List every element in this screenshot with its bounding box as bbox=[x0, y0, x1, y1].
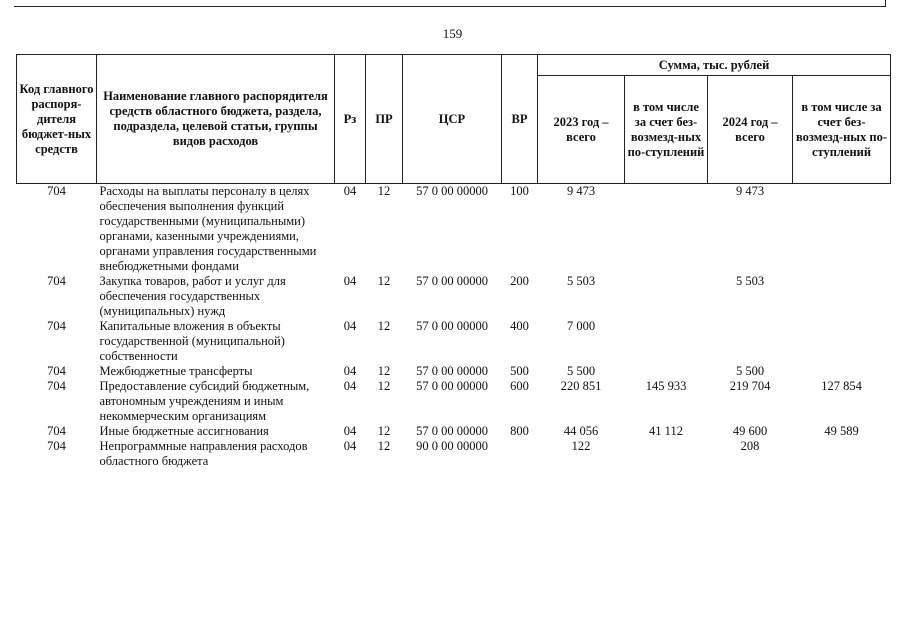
cell-csr: 57 0 00 00000 bbox=[416, 184, 488, 198]
cell-2023-total: 5 503 bbox=[566, 274, 596, 288]
cell-csr: 57 0 00 00000 bbox=[416, 364, 488, 378]
cell-vr: 800 bbox=[510, 424, 529, 438]
cell-2024-free bbox=[793, 274, 891, 319]
cell-vr bbox=[502, 439, 538, 469]
cell-2024-free: 127 854 bbox=[821, 379, 862, 393]
cell-name: Закупка товаров, работ и услуг для обеспечения государственных (муниципальных) нужд bbox=[99, 274, 286, 318]
cell-name: Расходы на выплаты персоналу в целях обеспечения выполнения функций государственными (муниципальными) органами, казенными учреждениями, органами управления государственными внебюджетными фондами bbox=[99, 184, 317, 273]
cell-2023-free bbox=[625, 274, 708, 319]
cell-2024-free bbox=[793, 439, 891, 469]
header-csr: ЦСР bbox=[403, 55, 502, 184]
cell-vr: 600 bbox=[510, 379, 529, 393]
cell-rz: 04 bbox=[343, 424, 357, 438]
header-2023-total: 2023 год – всего bbox=[538, 76, 625, 184]
cell-code: 704 bbox=[47, 364, 66, 378]
header-name: Наименование главного распорядителя средств областного бюджета, раздела, подраздела, целевой статьи, группы видов расходов bbox=[97, 55, 335, 184]
cell-2024-total bbox=[708, 319, 793, 364]
table-row bbox=[17, 364, 891, 379]
header-2024-free: в том числе за счет без-возмезд-ных по-ступлений bbox=[793, 76, 891, 184]
table-row bbox=[17, 439, 891, 469]
cell-2023-free bbox=[625, 364, 708, 379]
cell-2024-free bbox=[793, 319, 891, 364]
table-body bbox=[17, 184, 891, 470]
cell-pr: 12 bbox=[377, 424, 391, 438]
cell-2023-total: 7 000 bbox=[566, 319, 596, 333]
cell-pr: 12 bbox=[377, 319, 391, 333]
top-rule-corner bbox=[885, 0, 886, 7]
cell-vr: 200 bbox=[510, 274, 529, 288]
cell-pr: 12 bbox=[377, 439, 391, 453]
page-number: 159 bbox=[442, 26, 463, 41]
header-vr: ВР bbox=[502, 55, 538, 184]
cell-2023-total: 9 473 bbox=[566, 184, 596, 198]
top-rule bbox=[14, 6, 886, 7]
cell-2024-free bbox=[793, 364, 891, 379]
cell-pr: 12 bbox=[377, 184, 391, 198]
table-row bbox=[17, 274, 891, 319]
header-sum-group: Сумма, тыс. рублей bbox=[538, 55, 891, 76]
cell-code: 704 bbox=[47, 379, 66, 393]
cell-name: Непрограммные направления расходов областного бюджета bbox=[99, 439, 308, 468]
cell-2024-total: 49 600 bbox=[732, 424, 768, 438]
cell-name: Иные бюджетные ассигнования bbox=[99, 424, 269, 438]
cell-rz: 04 bbox=[343, 274, 357, 288]
cell-pr: 12 bbox=[377, 379, 391, 393]
cell-2023-total: 220 851 bbox=[560, 379, 602, 393]
header-2024-total: 2024 год – всего bbox=[708, 76, 793, 184]
cell-vr: 400 bbox=[510, 319, 529, 333]
table-row bbox=[17, 379, 891, 424]
cell-rz: 04 bbox=[343, 379, 357, 393]
cell-pr: 12 bbox=[377, 364, 391, 378]
cell-name: Предоставление субсидий бюджетным, автономным учреждениям и иным некоммерческим организациям bbox=[99, 379, 310, 423]
cell-2023-free: 145 933 bbox=[645, 379, 687, 393]
cell-2023-free bbox=[625, 184, 708, 275]
cell-rz: 04 bbox=[343, 319, 357, 333]
cell-rz: 04 bbox=[343, 184, 357, 198]
cell-2024-free bbox=[793, 184, 891, 275]
header-code: Код главного распоря-дителя бюджет-ных средств bbox=[17, 55, 97, 184]
header-rz: Рз bbox=[335, 55, 366, 184]
header-2023-free: в том числе за счет без-возмезд-ных по-ступлений bbox=[625, 76, 708, 184]
cell-name: Капитальные вложения в объекты государственной (муниципальной) собственности bbox=[99, 319, 285, 363]
cell-vr: 500 bbox=[510, 364, 529, 378]
cell-2023-total: 5 500 bbox=[566, 364, 596, 378]
cell-2023-free: 41 112 bbox=[649, 424, 683, 438]
cell-csr: 57 0 00 00000 bbox=[416, 274, 488, 288]
table-row bbox=[17, 184, 891, 275]
cell-code: 704 bbox=[47, 274, 66, 288]
cell-2023-free bbox=[625, 319, 708, 364]
cell-rz: 04 bbox=[343, 439, 357, 453]
cell-2024-total: 208 bbox=[740, 439, 760, 453]
cell-2024-total: 9 473 bbox=[735, 184, 765, 198]
cell-2024-free: 49 589 bbox=[824, 424, 859, 438]
budget-table bbox=[16, 54, 891, 469]
cell-code: 704 bbox=[47, 424, 66, 438]
cell-pr: 12 bbox=[377, 274, 391, 288]
cell-name: Межбюджетные трансферты bbox=[99, 364, 253, 378]
table-row bbox=[17, 424, 891, 439]
cell-rz: 04 bbox=[343, 364, 357, 378]
cell-code: 704 bbox=[47, 319, 66, 333]
cell-2023-free bbox=[625, 439, 708, 469]
table-row bbox=[17, 319, 891, 364]
cell-csr: 57 0 00 00000 bbox=[416, 424, 488, 438]
cell-2023-total: 44 056 bbox=[563, 424, 599, 438]
cell-csr: 57 0 00 00000 bbox=[416, 319, 488, 333]
cell-vr: 100 bbox=[510, 184, 529, 198]
cell-csr: 90 0 00 00000 bbox=[416, 439, 488, 453]
cell-2024-total: 5 503 bbox=[735, 274, 765, 288]
cell-2023-total: 122 bbox=[571, 439, 591, 453]
table-header bbox=[17, 55, 891, 184]
cell-2024-total: 5 500 bbox=[735, 364, 765, 378]
cell-code: 704 bbox=[47, 439, 66, 453]
cell-code: 704 bbox=[47, 184, 66, 198]
cell-2024-total: 219 704 bbox=[729, 379, 771, 393]
header-pr: ПР bbox=[366, 55, 403, 184]
cell-csr: 57 0 00 00000 bbox=[416, 379, 488, 393]
